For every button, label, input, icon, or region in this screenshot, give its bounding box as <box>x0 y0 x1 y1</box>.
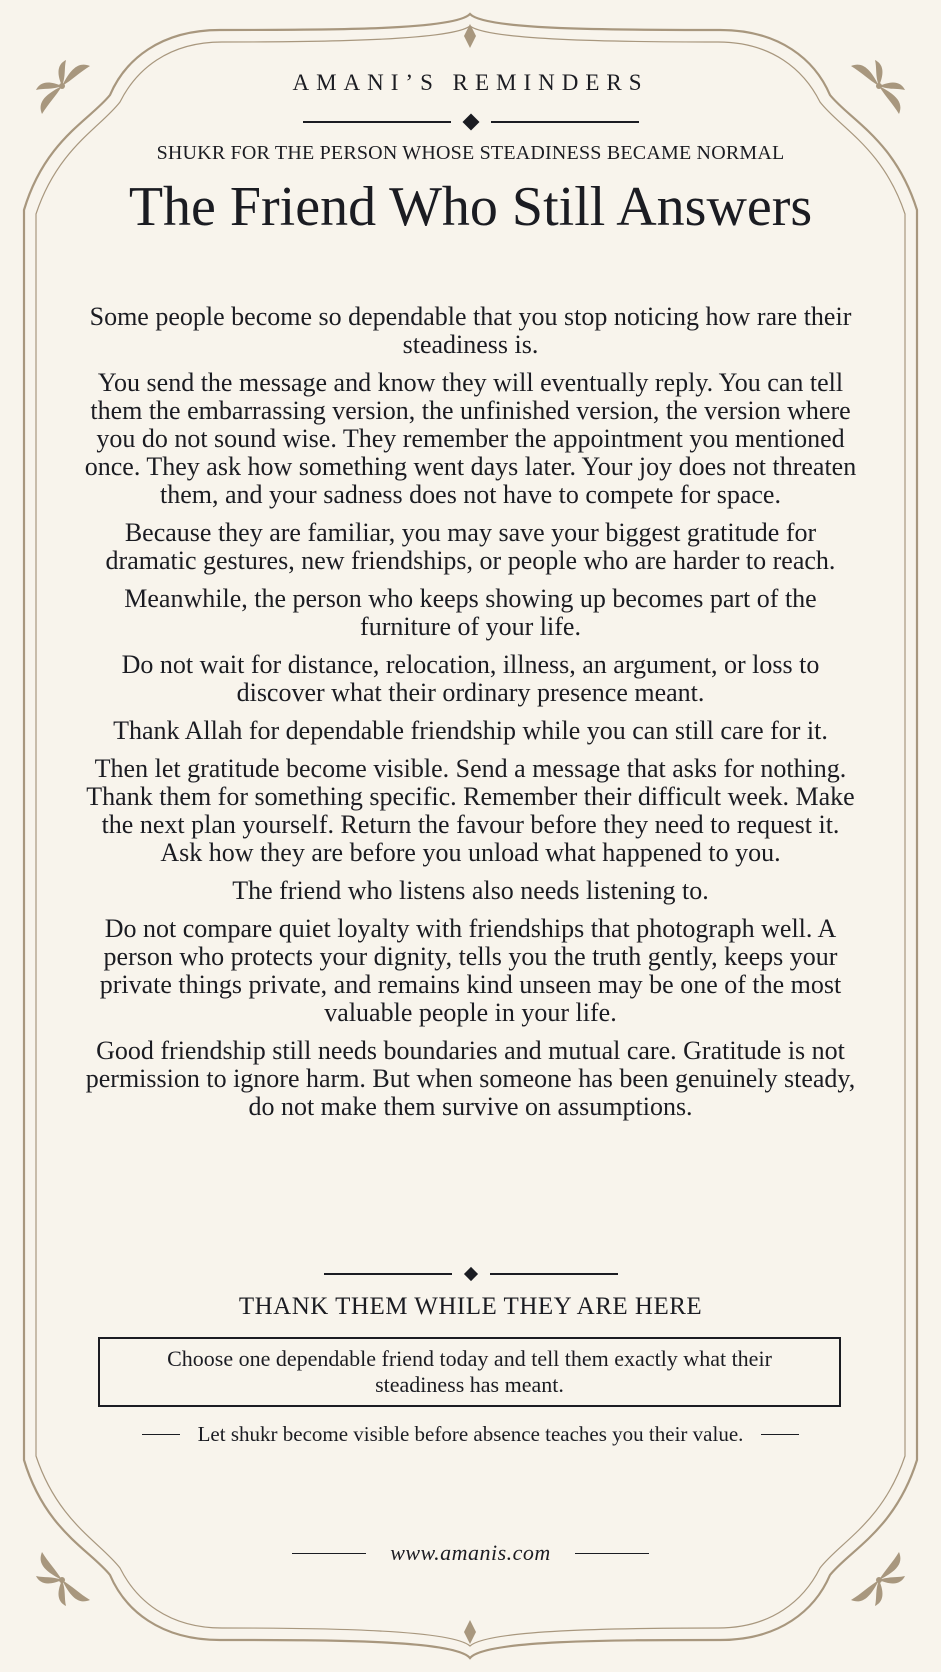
divider-line-right <box>575 1553 649 1554</box>
page-subtitle: SHUKR FOR THE PERSON WHOSE STEADINESS BECAME NORMAL <box>156 142 785 164</box>
section-divider <box>90 1262 851 1286</box>
body-paragraph: The friend who listens also needs listening to. <box>232 876 709 905</box>
body-paragraph: Do not wait for distance, relocation, illness, an argument, or loss to discover what their ordinary presence meant. <box>121 650 820 707</box>
body-paragraph: Some people become so dependable that you stop noticing how rare their steadiness is. <box>89 302 852 359</box>
divider-line-right <box>490 1273 618 1275</box>
brand-name: AMANI’S REMINDERS <box>292 70 649 95</box>
divider-line-left <box>292 1553 366 1554</box>
divider-line-right <box>761 1434 799 1435</box>
closing-line <box>80 1422 861 1447</box>
diamond-icon <box>462 114 479 131</box>
diamond-icon <box>463 1267 477 1281</box>
body-paragraph: Meanwhile, the person who keeps showing up becomes part of the furniture of your life. <box>124 584 817 641</box>
divider-line-right <box>491 121 639 123</box>
cta-heading: THANK THEM WHILE THEY ARE HERE <box>238 1293 703 1320</box>
body-paragraph: Do not compare quiet loyalty with friendships that photograph well. A person who protects your dignity, tells you the truth gently, keeps your private things private, and remains kind unseen may be one of the most valuable people in your life. <box>99 914 842 1027</box>
body-paragraph: Thank Allah for dependable friendship while you can still care for it. <box>113 716 828 745</box>
divider-line-left <box>303 121 451 123</box>
body-paragraph: Then let gratitude become visible. Send a message that asks for nothing. Thank them for something specific. Remember their difficult week. Make the next plan yourself. Return the favour before they need to request it. Ask how they are before you unload what happened to you. <box>86 754 855 867</box>
body-paragraph: Good friendship still needs boundaries and mutual care. Gratitude is not permission to ignore harm. But when someone has been genuinely steady, do not make them survive on assumptions. <box>85 1036 856 1121</box>
body-paragraph: Because they are familiar, you may save your biggest gratitude for dramatic gestures, new friendships, or people who are harder to reach. <box>105 518 836 575</box>
website-link[interactable]: www.amanis.com <box>390 1540 551 1565</box>
body-text <box>82 303 859 1131</box>
divider-line-left <box>324 1273 452 1275</box>
footer-website <box>90 1540 851 1566</box>
body-paragraph: You send the message and know they will eventually reply. You can tell them the embarrassing version, the unfinished version, the version where you do not sound wise. They remember the appointment you mentioned once. They ask how something went days later. Your joy does not threaten them, and your sadness does not have to compete for space. <box>84 368 857 509</box>
divider-line-left <box>142 1434 180 1435</box>
page-title: The Friend Who Still Answers <box>128 176 813 238</box>
header-divider <box>90 110 851 134</box>
cta-box: Choose one dependable friend today and tell them exactly what their steadiness has meant. <box>98 1337 841 1407</box>
closing-text: Let shukr become visible before absence teaches you their value. <box>197 1422 744 1446</box>
